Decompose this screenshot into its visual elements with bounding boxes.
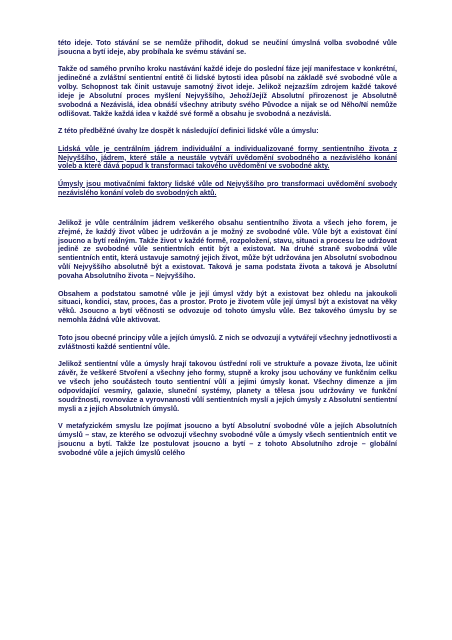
paragraph-9: Jelikož sentientní vůle a úmysly hrají takovou ústřední roli ve struktuře a povaze života, lze učinit závěr, že veškeré Stvoření a všechny jeho formy, stupně a kroky jsou uchovány ve funkčním celku ve všech jeho součástech touto sentientní vůlí a jejími úmysly konat. Všechny dimenze a jim odpovídající vesmíry, galaxie, sluneční systémy, planety a tělesa jsou udržovány ve funkční soudržnosti, rovnováze a vyrovnanosti vůlí sentientních myslí a jejích úmysly z Absolutní sentientní mysli a z jejích Absolutních úmyslů. bbox=[58, 359, 397, 413]
paragraph-10: V metafyzickém smyslu lze pojímat jsoucno a bytí Absolutní svobodné vůle a jejích Absolutních úmyslů – stav, ze kterého se odvozují všechny svobodné vůle a úmysly všech sentientních entit ve jsoucnu a bytí. Takže lze postulovat jsoucno a bytí – z tohoto Absolutního zdroje – globální svobodné vůle a jejích úmyslů celého bbox=[58, 421, 397, 457]
paragraph-definition-intentions: Úmysly jsou motivačními faktory lidské vůle od Nejvyššího pro transformaci uvědomění svobody nezávislého konání voleb do svobodných aktů. bbox=[58, 179, 397, 197]
paragraph-7: Obsahem a podstatou samotné vůle je její úmysl vždy být a existovat bez ohledu na jakoukoli situaci, kondici, stav, proces, čas a prostor. Proto je životem vůle její úmysl být a existovat na věky věků. Jsoucno a bytí věčnosti se odvozuje od tohoto úmyslu vůle. Bez takového úmyslu by se nemohla žádná vůle aktivovat. bbox=[58, 289, 397, 325]
paragraph-definition-will: Lidská vůle je centrálním jádrem individuální a individualizované formy sentientního života z Nejvyššího, jádrem, které stále a neustále vytváří uvědomění svobodného a nezávislého konání voleb a které dává popud k transformaci takového uvědomění ve svobodné akty. bbox=[58, 144, 397, 171]
paragraph-8: Toto jsou obecné principy vůle a jejích úmyslů. Z nich se odvozují a vytvářejí všechny jednotlivosti a zvláštnosti každé sentientní vůle. bbox=[58, 333, 397, 351]
paragraph-2: Takže od samého prvního kroku nastávání každé ideje do poslední fáze její manifestace v konkrétní, jedinečné a zvláštní sentientní entitě či lidské bytosti idea působí na základě své svobodné vůle a volby. Schopnost tak činit ustavuje samotný život ideje. Jelikož nejzazším zdrojem každé takové ideje je Absolutní proces myšlení Nejvyššího, Jehož/Jejíž Absolutní přirozenost je Absolutně svobodná a Nezávislá, idea obnáší všechny atributy svého Původce a nijak se od Něho/Ní nemůže odlišovat. Takže každá idea v každé své formě a obsahu je svobodná a nezávislá. bbox=[58, 65, 397, 118]
paragraph-6: Jelikož je vůle centrálním jádrem veškerého obsahu sentientního života a všech jeho forem, je zřejmé, že každý život vůbec je udržován a je možný ze svobodné vůle. Vůle být a existovat činí jsoucno a bytí reálným. Takže život v každé formě, rozpoložení, stavu, situaci a procesu lze udržovat jedině ze svobodné vůle sentientních entit být a existovat. Na druhé straně svobodná vůle sentientních entit, která ustavuje samotný jejich život, může být udržována jen Absolutní svobodnou vůlí Nejvyššího absolutně být a existovat. Taková je sama podstata života a taková je Absolutní povaha Absolutního života – Nejvyššího. bbox=[58, 218, 397, 281]
paragraph-3: Z této předběžné úvahy lze dospět k následující definici lidské vůle a úmyslu: bbox=[58, 127, 319, 136]
paragraph-1: této ideje. Toto stávání se se nemůže přihodit, dokud se neučiní úmyslná volba svobodné vůle jsoucna a bytí ideje, aby probíhala ke svému stávání se. bbox=[58, 39, 397, 56]
